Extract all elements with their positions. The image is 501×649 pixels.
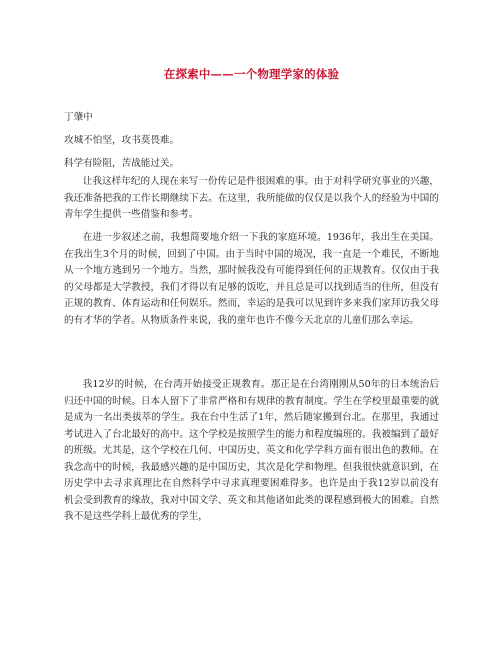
quote-line-1: 攻城不怕坚，攻书莫畏难。: [64, 135, 180, 146]
paragraph-3: 我12岁的时候，在台湾开始接受正规教育。那正是在台湾刚刚从50年的日本统治后归还中国的时候。日本人留下了非常严格和有规律的教育制度。学生在学校里最重要的就是成为一名出类拔萃的学生。我在台中生活了1年，然后随家搬到台北。在那里，我通过考试进入了台北最好的高中。这个学校是按照学生的能力和程度编班的。我被编到了最好的班级。尤其是，这个学校在几何、中国历史、英文和化学学科方面有很出色的教师。在我念高中的时候，我最感兴趣的是中国历史，其次是化学和物理。但我很快就意识到，在历史学中去寻求真理比在自然科学中寻求真理要困难得多。也许是由于我12岁以前没有机会受到教育的缘故，我对中国文学、英文和其他诸如此类的课程感到极大的困难。自然我不是这些学科上最优秀的学生，: [64, 379, 439, 522]
author-name: 丁肇中: [64, 112, 93, 123]
paragraph-1: 让我这样年纪的人现在来写一份传记是件很困难的事。由于对科学研究事业的兴趣，我还准备把我的工作长期继续下去。在这里，我所能做的仅仅是以我个人的经验为中国的青年学生提供一些借鉴和参考。: [64, 176, 439, 220]
document-title: 在探索中——一个物理学家的体验: [163, 67, 340, 81]
quote-line-2: 科学有险阻，苦战能过关。: [64, 158, 180, 169]
paragraph-2: 在进一步叙述之前，我想简要地介绍一下我的家庭环境。1936年，我出生在美国。在我出生3个月的时候，回到了中国。由于当时中国的境况，我一直是一个难民，不断地从一个地方逃到另一个地方。当然，那时候我没有可能得到任何的正规教育。仅仅由于我的父母都是大学教授，我们才得以有足够的饭吃，并且总是可以找到适当的住所，但没有正规的教育、体育运动和任何娱乐。然而，幸运的是我可以见到许多来我们家拜访我父母的有才华的学者。从物质条件来说，我的童年也许不像今天北京的儿童们那么幸运。: [64, 232, 439, 326]
